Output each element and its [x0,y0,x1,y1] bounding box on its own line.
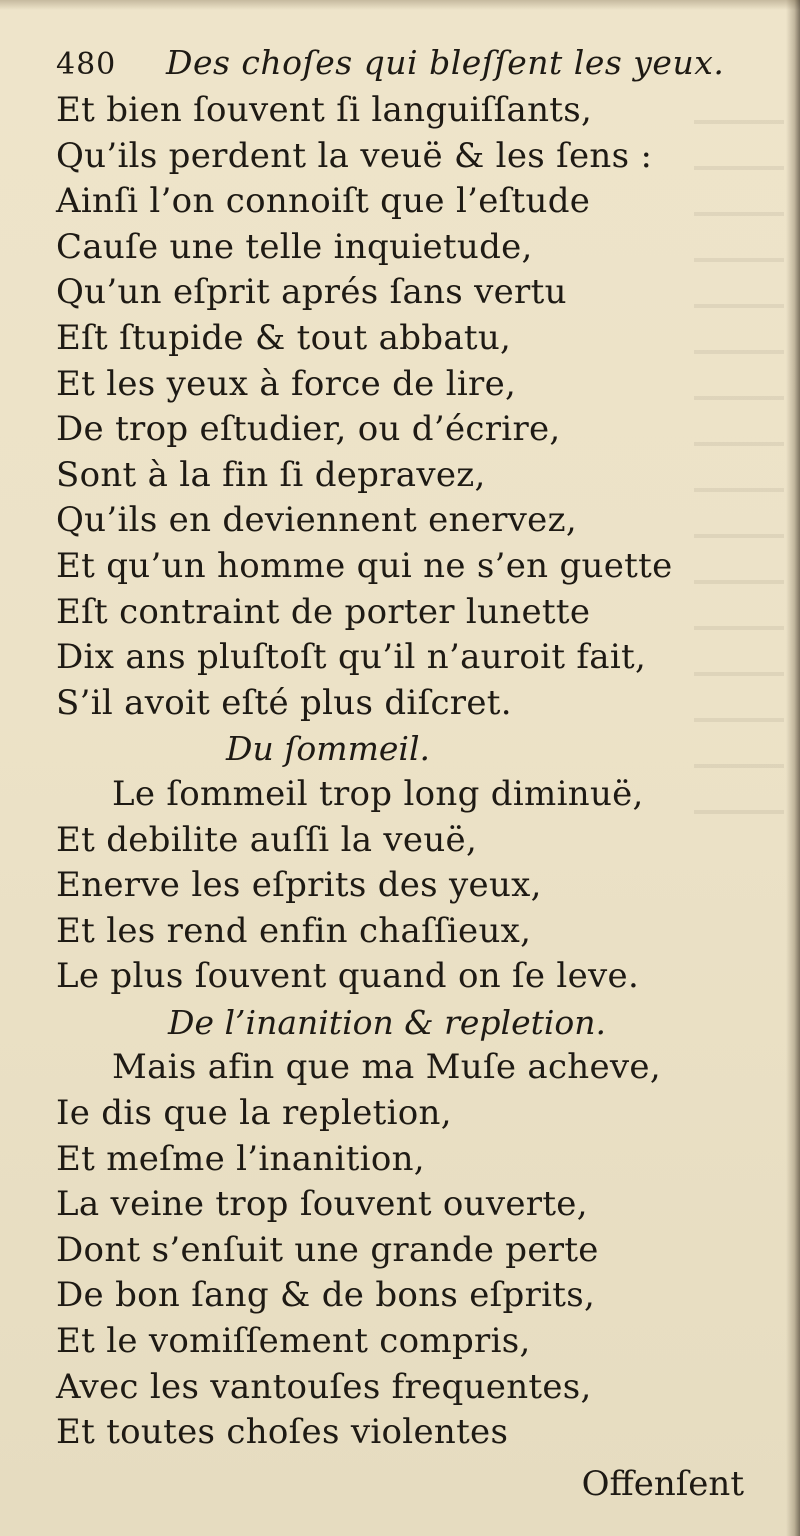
verse-line: Qu’un eſprit aprés ſans vertu [56,272,567,313]
verse-line: Eſt ſtupide & tout abbatu, [56,317,512,358]
verse-line: Dix ans pluſtoſt qu’il n’auroit fait, [56,637,647,678]
verse-line: La veine trop ſouvent ouverte, [56,1184,588,1225]
verse-line: Et debilite auſſi la veuë, [56,819,478,860]
section-heading-text: De l’inanition & repletion. [168,1002,607,1042]
verse-line: Ainſi l’on connoiſt que l’eſtude [56,181,591,222]
page-top-shadow [0,0,800,10]
verse-line: Cauſe une telle inquietude, [56,226,533,267]
verse-line: Et toutes choſes violentes [56,1412,509,1453]
section-heading-inanition [56,1000,756,1046]
section-heading-sommeil [56,726,756,772]
catchword-row [56,1456,756,1512]
verse-line: Le ſommeil trop long diminuë, [112,773,644,814]
verse-line: Eſt contraint de porter lunette [56,591,591,632]
verse-line: Ie dis que la repletion, [56,1093,452,1134]
verse-line: Et bien ſouvent ſi languiſſants, [56,90,593,130]
verse-line: Dont s’enſuit une grande perte [56,1229,599,1270]
verse-line: Et meſme l’inanition, [56,1138,425,1179]
verse-line: De trop eſtudier, ou d’écrire, [56,409,561,450]
page-number: 480 [56,47,117,82]
verse-line: Qu’ils en deviennent enervez, [56,500,577,541]
verse-line: Avec les vantouſes frequentes, [56,1366,592,1407]
text-block [56,38,756,1512]
page-gutter-shadow [786,0,800,1536]
verse-line: S’il avoit eſté plus diſcret. [56,682,512,723]
running-head [56,38,756,88]
verse-line: Qu’ils perdent la veuë & les ſens : [56,135,653,176]
verse-line: Le plus ſouvent quand on ſe leve. [56,956,640,997]
verse-line: De bon ſang & de bons eſprits, [56,1275,596,1316]
verse-line: Enerve les eſprits des yeux, [56,865,542,906]
verse-line: Mais afin que ma Muſe acheve, [112,1047,661,1088]
verse-line: Et les rend enfin chaſſieux, [56,910,532,951]
running-title: Des choſes qui bleſſent les yeux. [166,43,725,82]
section-heading-text: Du ſommeil. [226,729,430,769]
verse-line: Et le vomiſſement compris, [56,1321,531,1362]
verse-line: Et qu’un homme qui ne s’en guette [56,545,673,586]
verse-line: Sont à la fin ſi depravez, [56,454,486,495]
verse-line: Et les yeux à force de lire, [56,363,517,404]
catchword: Offenſent [581,1463,744,1504]
